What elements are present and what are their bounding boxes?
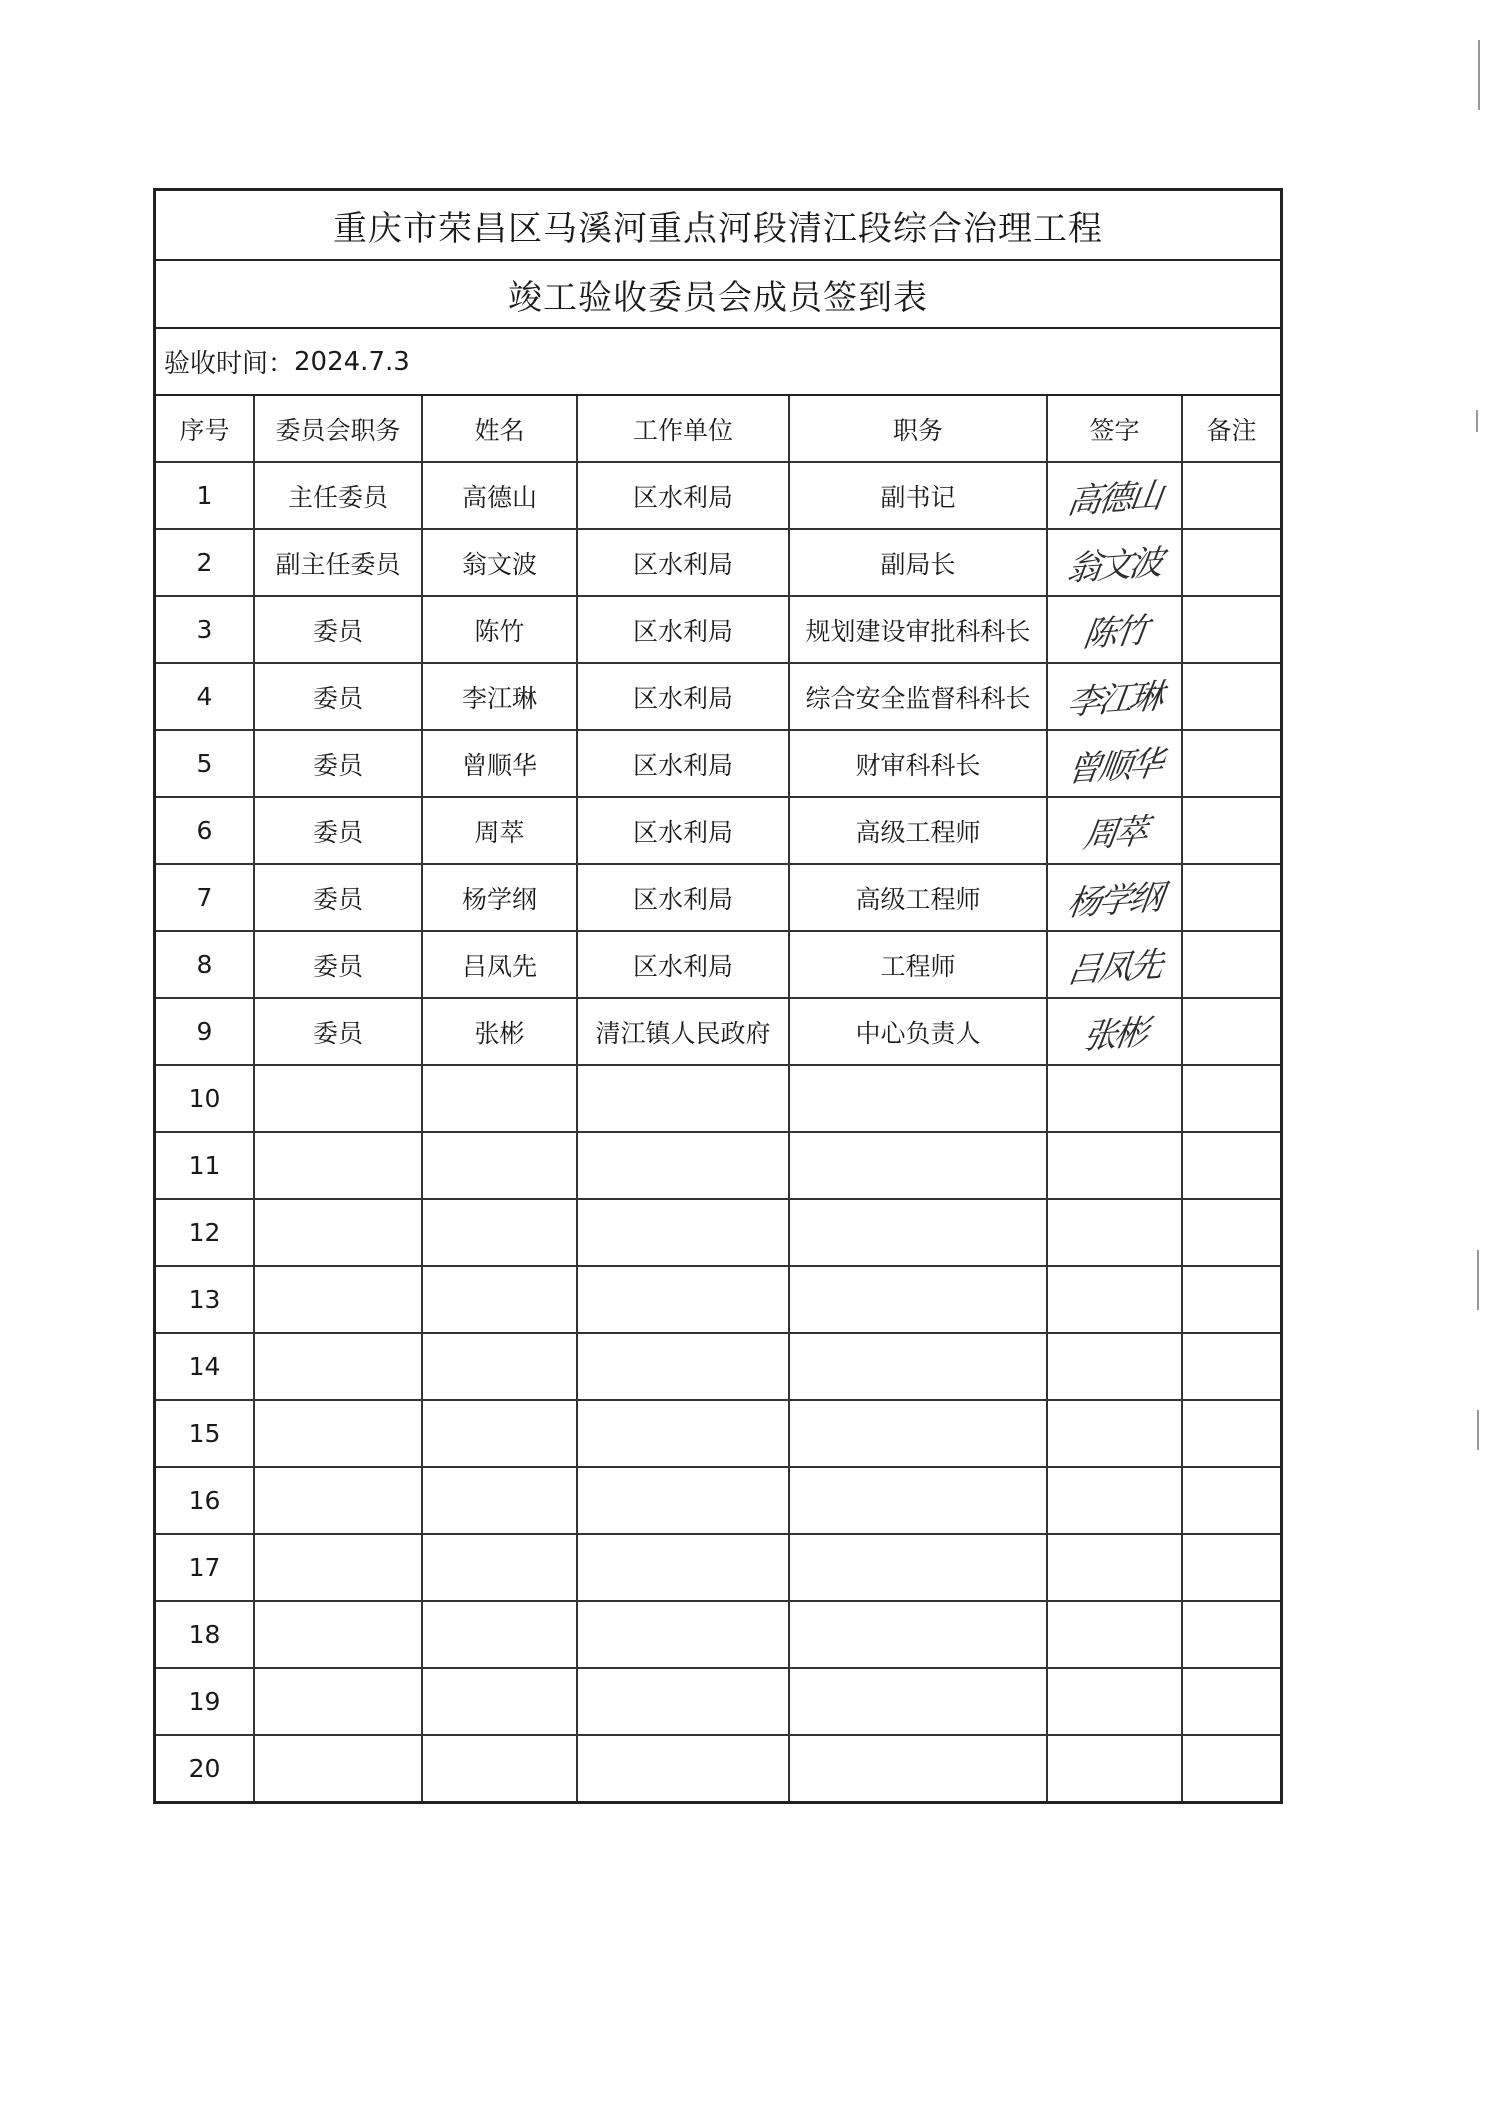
cell-duty bbox=[789, 1266, 1047, 1333]
table-row bbox=[156, 1065, 1280, 1132]
cell-name bbox=[422, 1333, 577, 1400]
table-row bbox=[156, 1601, 1280, 1668]
cell-no: 16 bbox=[156, 1467, 254, 1534]
cell-name bbox=[422, 1534, 577, 1601]
cell-unit bbox=[577, 1132, 789, 1199]
cell-role: 委员 bbox=[254, 663, 422, 730]
cell-no: 14 bbox=[156, 1333, 254, 1400]
cell-note bbox=[1182, 1333, 1280, 1400]
header-sign: 签字 bbox=[1047, 396, 1182, 462]
cell-duty bbox=[789, 1333, 1047, 1400]
header-role: 委员会职务 bbox=[254, 396, 422, 462]
cell-no: 4 bbox=[156, 663, 254, 730]
cell-note bbox=[1182, 1266, 1280, 1333]
cell-unit bbox=[577, 1601, 789, 1668]
cell-signature bbox=[1047, 1333, 1182, 1400]
header-name: 姓名 bbox=[422, 396, 577, 462]
table-row bbox=[156, 1735, 1280, 1801]
cell-role: 委员 bbox=[254, 797, 422, 864]
scan-edge-mark bbox=[1477, 1250, 1479, 1310]
cell-name: 陈竹 bbox=[422, 596, 577, 663]
table-row bbox=[156, 1333, 1280, 1400]
cell-no: 12 bbox=[156, 1199, 254, 1266]
cell-note bbox=[1182, 797, 1280, 864]
cell-note bbox=[1182, 1199, 1280, 1266]
cell-role bbox=[254, 1467, 422, 1534]
cell-signature bbox=[1047, 529, 1182, 596]
cell-signature bbox=[1047, 1467, 1182, 1534]
table-row bbox=[156, 1199, 1280, 1266]
cell-signature bbox=[1047, 797, 1182, 864]
cell-name bbox=[422, 1400, 577, 1467]
cell-signature bbox=[1047, 1601, 1182, 1668]
handwritten-signature: 杨学纲 bbox=[1064, 877, 1164, 925]
header-row bbox=[156, 396, 1280, 462]
cell-signature bbox=[1047, 663, 1182, 730]
cell-note bbox=[1182, 730, 1280, 797]
cell-name: 高德山 bbox=[422, 462, 577, 529]
table-row bbox=[156, 1668, 1280, 1735]
cell-name bbox=[422, 1601, 577, 1668]
cell-note bbox=[1182, 1065, 1280, 1132]
cell-role: 委员 bbox=[254, 998, 422, 1065]
cell-no: 9 bbox=[156, 998, 254, 1065]
cell-unit bbox=[577, 1266, 789, 1333]
cell-name: 张彬 bbox=[422, 998, 577, 1065]
cell-no: 13 bbox=[156, 1266, 254, 1333]
cell-role: 委员 bbox=[254, 596, 422, 663]
cell-name: 翁文波 bbox=[422, 529, 577, 596]
cell-name: 李江琳 bbox=[422, 663, 577, 730]
cell-name: 杨学纲 bbox=[422, 864, 577, 931]
cell-duty: 财审科科长 bbox=[789, 730, 1047, 797]
cell-unit: 区水利局 bbox=[577, 931, 789, 998]
cell-signature bbox=[1047, 1668, 1182, 1735]
cell-role bbox=[254, 1199, 422, 1266]
roster-table bbox=[156, 396, 1280, 1801]
cell-role bbox=[254, 1668, 422, 1735]
cell-unit bbox=[577, 1534, 789, 1601]
acceptance-date bbox=[156, 329, 1280, 396]
cell-unit bbox=[577, 1668, 789, 1735]
cell-no: 15 bbox=[156, 1400, 254, 1467]
cell-signature bbox=[1047, 931, 1182, 998]
cell-no: 6 bbox=[156, 797, 254, 864]
table-row bbox=[156, 864, 1280, 931]
cell-signature bbox=[1047, 1199, 1182, 1266]
date-label: 验收时间： bbox=[164, 349, 295, 379]
cell-unit: 区水利局 bbox=[577, 529, 789, 596]
cell-no: 5 bbox=[156, 730, 254, 797]
cell-duty bbox=[789, 1199, 1047, 1266]
table-row bbox=[156, 1467, 1280, 1534]
cell-duty: 副书记 bbox=[789, 462, 1047, 529]
table-row bbox=[156, 1534, 1280, 1601]
cell-note bbox=[1182, 529, 1280, 596]
cell-name bbox=[422, 1199, 577, 1266]
cell-duty: 副局长 bbox=[789, 529, 1047, 596]
cell-note bbox=[1182, 1735, 1280, 1801]
cell-signature bbox=[1047, 864, 1182, 931]
cell-note bbox=[1182, 1467, 1280, 1534]
table-row bbox=[156, 663, 1280, 730]
cell-unit: 区水利局 bbox=[577, 797, 789, 864]
header-note: 备注 bbox=[1182, 396, 1280, 462]
cell-role bbox=[254, 1132, 422, 1199]
handwritten-signature: 吕凤先 bbox=[1064, 944, 1164, 992]
cell-duty bbox=[789, 1735, 1047, 1801]
cell-duty bbox=[789, 1400, 1047, 1467]
cell-no: 2 bbox=[156, 529, 254, 596]
cell-unit bbox=[577, 1400, 789, 1467]
table-row bbox=[156, 1400, 1280, 1467]
cell-signature bbox=[1047, 998, 1182, 1065]
cell-note bbox=[1182, 596, 1280, 663]
cell-duty: 综合安全监督科科长 bbox=[789, 663, 1047, 730]
cell-role: 副主任委员 bbox=[254, 529, 422, 596]
cell-signature bbox=[1047, 1065, 1182, 1132]
cell-duty bbox=[789, 1534, 1047, 1601]
cell-signature bbox=[1047, 730, 1182, 797]
sign-in-sheet bbox=[153, 188, 1283, 1804]
cell-name bbox=[422, 1668, 577, 1735]
document-subtitle: 竣工验收委员会成员签到表 bbox=[156, 261, 1280, 329]
cell-no: 7 bbox=[156, 864, 254, 931]
cell-role bbox=[254, 1400, 422, 1467]
cell-unit bbox=[577, 1065, 789, 1132]
cell-unit bbox=[577, 1333, 789, 1400]
cell-note bbox=[1182, 1534, 1280, 1601]
cell-role bbox=[254, 1065, 422, 1132]
header-no: 序号 bbox=[156, 396, 254, 462]
cell-name: 吕凤先 bbox=[422, 931, 577, 998]
cell-unit: 区水利局 bbox=[577, 730, 789, 797]
cell-name bbox=[422, 1132, 577, 1199]
cell-role bbox=[254, 1333, 422, 1400]
cell-signature bbox=[1047, 1266, 1182, 1333]
scan-edge-mark bbox=[1478, 40, 1480, 110]
date-value: 2024.7.3 bbox=[294, 346, 410, 377]
table-row bbox=[156, 1132, 1280, 1199]
cell-name: 周萃 bbox=[422, 797, 577, 864]
scan-edge-mark bbox=[1477, 1410, 1479, 1450]
cell-unit bbox=[577, 1735, 789, 1801]
cell-no: 10 bbox=[156, 1065, 254, 1132]
cell-duty: 高级工程师 bbox=[789, 797, 1047, 864]
handwritten-signature: 翁文波 bbox=[1064, 542, 1164, 590]
cell-name bbox=[422, 1735, 577, 1801]
cell-no: 11 bbox=[156, 1132, 254, 1199]
cell-role: 委员 bbox=[254, 864, 422, 931]
cell-note bbox=[1182, 864, 1280, 931]
cell-duty: 工程师 bbox=[789, 931, 1047, 998]
cell-duty: 规划建设审批科科长 bbox=[789, 596, 1047, 663]
table-row bbox=[156, 596, 1280, 663]
cell-role bbox=[254, 1266, 422, 1333]
cell-no: 3 bbox=[156, 596, 254, 663]
cell-no: 8 bbox=[156, 931, 254, 998]
table-row bbox=[156, 1266, 1280, 1333]
table-row bbox=[156, 797, 1280, 864]
cell-role: 委员 bbox=[254, 730, 422, 797]
cell-unit: 清江镇人民政府 bbox=[577, 998, 789, 1065]
cell-signature bbox=[1047, 1132, 1182, 1199]
handwritten-signature: 张彬 bbox=[1080, 1012, 1148, 1058]
handwritten-signature: 高德山 bbox=[1064, 475, 1164, 523]
handwritten-signature: 周萃 bbox=[1080, 811, 1148, 857]
cell-note bbox=[1182, 462, 1280, 529]
cell-signature bbox=[1047, 1534, 1182, 1601]
cell-signature bbox=[1047, 462, 1182, 529]
cell-note bbox=[1182, 931, 1280, 998]
cell-no: 19 bbox=[156, 1668, 254, 1735]
table-row bbox=[156, 931, 1280, 998]
cell-duty bbox=[789, 1467, 1047, 1534]
cell-note bbox=[1182, 998, 1280, 1065]
handwritten-signature: 曾顺华 bbox=[1064, 743, 1164, 791]
cell-unit bbox=[577, 1467, 789, 1534]
cell-signature bbox=[1047, 1400, 1182, 1467]
cell-no: 18 bbox=[156, 1601, 254, 1668]
cell-role bbox=[254, 1601, 422, 1668]
table-row bbox=[156, 998, 1280, 1065]
cell-note bbox=[1182, 1668, 1280, 1735]
cell-unit: 区水利局 bbox=[577, 596, 789, 663]
cell-role: 委员 bbox=[254, 931, 422, 998]
table-row bbox=[156, 462, 1280, 529]
cell-note bbox=[1182, 663, 1280, 730]
cell-no: 1 bbox=[156, 462, 254, 529]
cell-unit bbox=[577, 1199, 789, 1266]
scan-edge-mark bbox=[1476, 410, 1478, 432]
table-row bbox=[156, 730, 1280, 797]
cell-signature bbox=[1047, 596, 1182, 663]
cell-duty bbox=[789, 1668, 1047, 1735]
cell-no: 17 bbox=[156, 1534, 254, 1601]
handwritten-signature: 李江琳 bbox=[1064, 676, 1164, 724]
cell-name bbox=[422, 1065, 577, 1132]
handwritten-signature: 陈竹 bbox=[1080, 610, 1148, 656]
cell-role bbox=[254, 1534, 422, 1601]
cell-note bbox=[1182, 1601, 1280, 1668]
cell-duty bbox=[789, 1601, 1047, 1668]
document-title: 重庆市荣昌区马溪河重点河段清江段综合治理工程 bbox=[156, 191, 1280, 261]
header-unit: 工作单位 bbox=[577, 396, 789, 462]
cell-no: 20 bbox=[156, 1735, 254, 1801]
cell-name bbox=[422, 1467, 577, 1534]
cell-unit: 区水利局 bbox=[577, 462, 789, 529]
cell-duty: 高级工程师 bbox=[789, 864, 1047, 931]
cell-role bbox=[254, 1735, 422, 1801]
cell-duty bbox=[789, 1132, 1047, 1199]
header-duty: 职务 bbox=[789, 396, 1047, 462]
cell-note bbox=[1182, 1132, 1280, 1199]
cell-signature bbox=[1047, 1735, 1182, 1801]
cell-name: 曾顺华 bbox=[422, 730, 577, 797]
cell-duty: 中心负责人 bbox=[789, 998, 1047, 1065]
cell-name bbox=[422, 1266, 577, 1333]
roster-body bbox=[156, 462, 1280, 1801]
cell-unit: 区水利局 bbox=[577, 864, 789, 931]
cell-duty bbox=[789, 1065, 1047, 1132]
table-row bbox=[156, 529, 1280, 596]
cell-role: 主任委员 bbox=[254, 462, 422, 529]
cell-unit: 区水利局 bbox=[577, 663, 789, 730]
cell-note bbox=[1182, 1400, 1280, 1467]
